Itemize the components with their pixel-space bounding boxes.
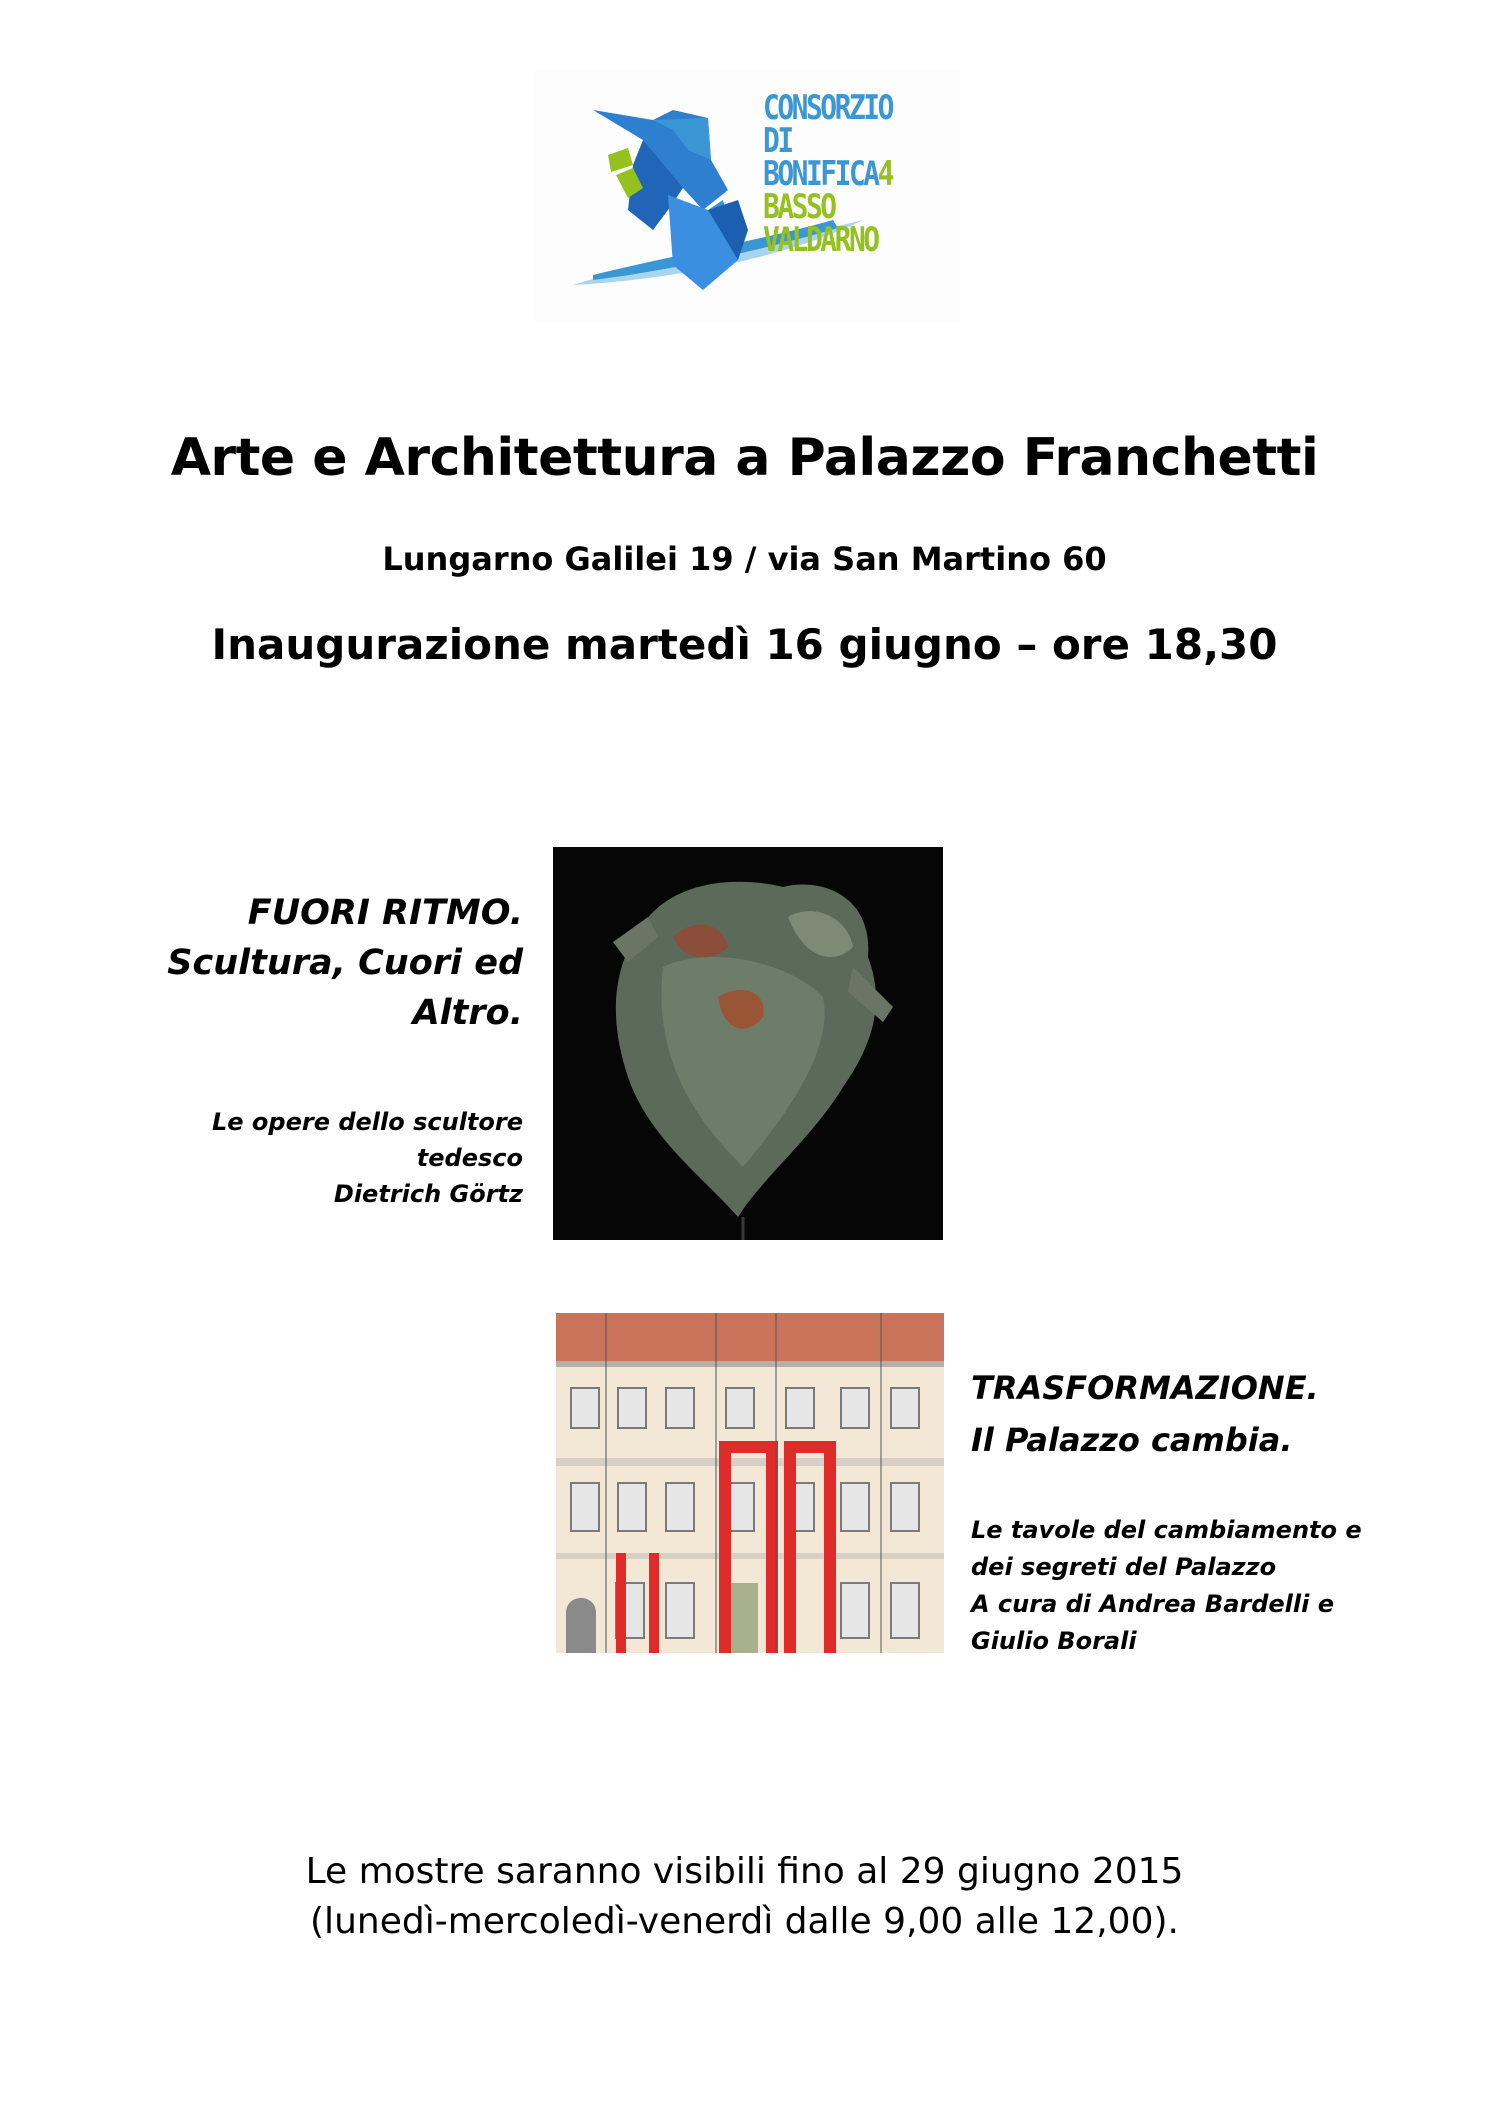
footer-line: Le mostre saranno visibili fino al 29 giugno 2015 [305, 1851, 1184, 1892]
heart-sculpture-photo [553, 847, 943, 1240]
exhibit2-desc-line: dei segreti del Palazzo [971, 1553, 1277, 1581]
exhibit1-title-line: Scultura, Cuori ed [167, 943, 523, 983]
logo-line-1: CONSORZIO [763, 88, 892, 128]
consorzio-logo [533, 70, 961, 322]
heart-sculpture-image [553, 847, 943, 1240]
opening-date: Inaugurazione martedì 16 giugno – ore 18,30 [211, 620, 1278, 669]
exhibit2-description [971, 1512, 1391, 1660]
exhibit1-title-line: FUORI RITMO. [247, 893, 523, 933]
footer-line: (lunedì-mercoledì-venerdì dalle 9,00 alle 12,00). [310, 1901, 1179, 1942]
logo-line-3: BASSO [763, 187, 835, 227]
exhibit1-title-line: Altro. [412, 993, 523, 1033]
palazzo-facade-drawing [556, 1313, 944, 1653]
exhibit1-title [163, 888, 523, 1038]
exhibit1-desc-line: Le opere dello scultore tedesco [212, 1108, 523, 1172]
logo-line-2-text: DI BONIFICA [763, 121, 878, 194]
exhibit2-title-line: Il Palazzo cambia. [971, 1421, 1293, 1459]
palazzo-facade-image [556, 1313, 944, 1653]
exhibit2-title [971, 1362, 1391, 1466]
logo-line-4: VALDARNO [763, 220, 878, 260]
page-title: Arte e Architettura a Palazzo Franchetti [170, 428, 1319, 488]
exhibit2-desc-line: Giulio Borali [971, 1627, 1137, 1655]
footer-info [0, 1847, 1489, 1947]
exhibit2-title-line: TRASFORMAZIONE. [971, 1369, 1319, 1407]
exhibit2-desc-line: A cura di Andrea Bardelli e [971, 1590, 1334, 1618]
exhibit1-description [103, 1104, 523, 1212]
exhibit2-desc-line: Le tavole del cambiamento e [971, 1516, 1362, 1544]
logo-text [763, 88, 925, 260]
exhibit1-desc-line: Dietrich Görtz [333, 1180, 523, 1208]
logo-line-2 [763, 121, 925, 194]
logo-number: 4 [877, 154, 892, 194]
address: Lungarno Galilei 19 / via San Martino 60 [382, 540, 1107, 578]
